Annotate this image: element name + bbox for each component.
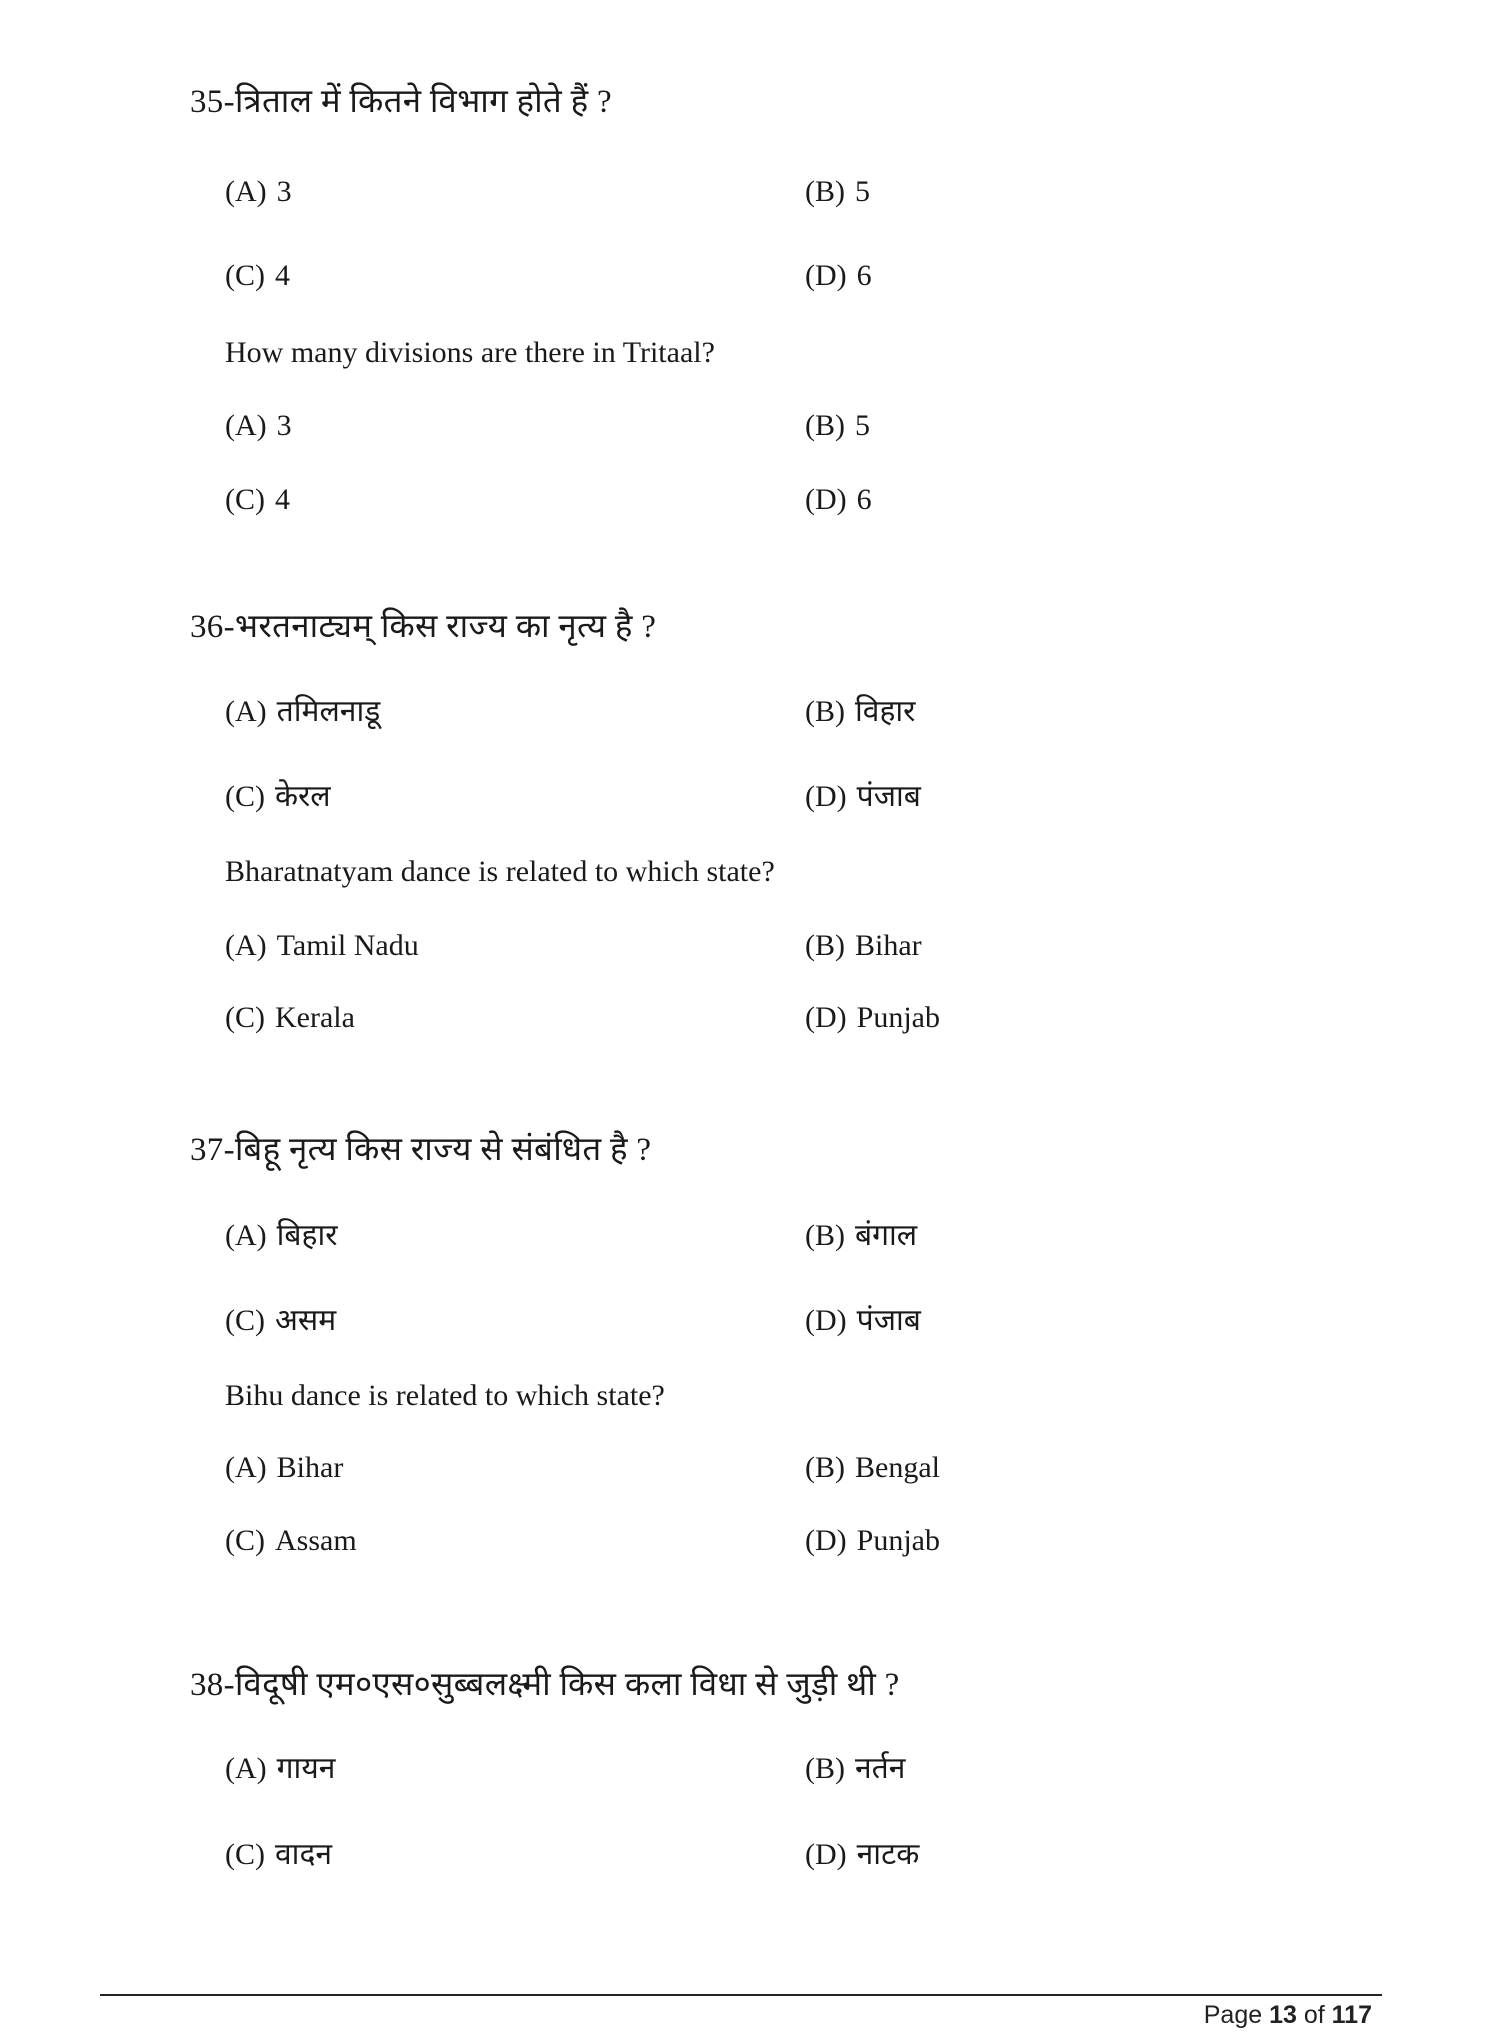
option-b <box>805 406 870 446</box>
option-b <box>805 1216 917 1256</box>
option-key: (D) <box>805 483 847 516</box>
question-35 <box>190 82 1390 520</box>
option-b <box>805 1448 940 1488</box>
option-key: (B) <box>805 929 845 962</box>
option-key: (B) <box>805 1752 845 1785</box>
option-row <box>190 1448 1390 1488</box>
option-d <box>805 256 872 296</box>
option-text: असम <box>275 1304 337 1337</box>
option-c <box>225 256 290 296</box>
option-c <box>225 1301 336 1341</box>
option-key: (D) <box>805 259 847 292</box>
option-text: नाटक <box>856 1838 920 1871</box>
option-key: (C) <box>225 1838 265 1871</box>
option-b <box>805 1749 905 1789</box>
question-hindi: 37-बिहू नृत्य किस राज्य से संबंधित है ? <box>190 1132 652 1168</box>
option-c <box>225 1521 357 1561</box>
option-key: (D) <box>805 1001 847 1034</box>
page-total: 117 <box>1331 2001 1372 2029</box>
question-english: Bihu dance is related to which state? <box>225 1379 665 1412</box>
option-b <box>805 172 870 212</box>
footer-divider <box>100 1994 1382 1996</box>
option-key: (A) <box>225 1752 267 1785</box>
option-d <box>805 480 872 520</box>
question-hindi: 35-त्रिताल में कितने विभाग होते हैं ? <box>190 84 612 120</box>
option-text: Punjab <box>856 1524 940 1557</box>
option-key: (C) <box>225 259 265 292</box>
option-row <box>190 406 1390 446</box>
option-text: 4 <box>275 259 290 292</box>
page-of: of <box>1303 2001 1325 2029</box>
option-a <box>225 926 419 966</box>
option-text: नर्तन <box>855 1752 906 1785</box>
option-a <box>225 172 292 212</box>
option-text: Tamil Nadu <box>276 929 419 962</box>
option-text: Bihar <box>855 929 922 962</box>
option-a <box>225 1749 335 1789</box>
option-key: (D) <box>805 1304 847 1337</box>
option-row <box>190 1521 1390 1561</box>
option-a <box>225 1448 343 1488</box>
option-key: (C) <box>225 1524 265 1557</box>
option-a <box>225 692 380 732</box>
option-row <box>190 777 1390 817</box>
option-row <box>190 480 1390 520</box>
option-d <box>805 1835 919 1875</box>
option-key: (B) <box>805 1451 845 1484</box>
option-d <box>805 1301 921 1341</box>
option-key: (B) <box>805 409 845 442</box>
option-key: (A) <box>225 409 267 442</box>
option-text: बंगाल <box>855 1219 918 1252</box>
option-key: (A) <box>225 695 267 728</box>
option-row <box>190 256 1390 296</box>
question-38 <box>190 1665 1390 1875</box>
question-hindi: 36-भरतनाट्यम् किस राज्य का नृत्य है ? <box>190 609 657 645</box>
option-text: Bihar <box>276 1451 344 1484</box>
option-key: (A) <box>225 1219 267 1252</box>
option-text: 5 <box>855 175 870 208</box>
option-d <box>805 777 921 817</box>
option-text: Bengal <box>855 1451 940 1484</box>
option-text: तमिलनाडू <box>276 695 381 728</box>
question-hindi: 38-विदूषी एम०एस०सुब्बलक्ष्मी किस कला विधा से जुड़ी थी ? <box>190 1667 900 1703</box>
page-prefix: Page <box>1203 2001 1263 2029</box>
option-text: 5 <box>855 409 870 442</box>
page-number <box>1204 2000 1372 2030</box>
option-key: (B) <box>805 1219 845 1252</box>
option-row <box>190 926 1390 966</box>
option-text: 6 <box>856 483 872 516</box>
option-text: 6 <box>856 259 872 292</box>
option-key: (D) <box>805 1838 847 1871</box>
option-row <box>190 1301 1390 1341</box>
option-text: 3 <box>276 409 292 442</box>
option-key: (B) <box>805 175 845 208</box>
option-a <box>225 1216 338 1256</box>
option-d <box>805 1521 940 1561</box>
option-text: वादन <box>275 1838 333 1871</box>
option-text: पंजाब <box>856 780 921 813</box>
option-key: (D) <box>805 780 847 813</box>
option-key: (C) <box>225 1001 265 1034</box>
option-text: Assam <box>275 1524 357 1557</box>
option-b <box>805 926 922 966</box>
option-c <box>225 998 355 1038</box>
option-row <box>190 692 1390 732</box>
option-text: केरल <box>275 780 331 813</box>
option-c <box>225 1835 332 1875</box>
option-key: (A) <box>225 175 267 208</box>
option-c <box>225 480 290 520</box>
option-text: Punjab <box>856 1001 940 1034</box>
option-key: (D) <box>805 1524 847 1557</box>
option-row <box>190 1835 1390 1875</box>
option-row <box>190 1749 1390 1789</box>
option-text: पंजाब <box>856 1304 921 1337</box>
option-key: (A) <box>225 929 267 962</box>
option-a <box>225 406 292 446</box>
option-key: (B) <box>805 695 845 728</box>
option-text: Kerala <box>275 1001 355 1034</box>
question-37 <box>190 1130 1390 1561</box>
option-text: विहार <box>855 695 916 728</box>
page-current: 13 <box>1269 2001 1297 2029</box>
option-text: 3 <box>276 175 292 208</box>
option-row <box>190 998 1390 1038</box>
option-text: 4 <box>275 483 290 516</box>
option-c <box>225 777 331 817</box>
option-key: (A) <box>225 1451 267 1484</box>
option-row <box>190 1216 1390 1256</box>
option-row <box>190 172 1390 212</box>
question-english: Bharatnatyam dance is related to which state? <box>225 855 775 888</box>
option-key: (C) <box>225 483 265 516</box>
option-text: गायन <box>276 1752 336 1785</box>
option-b <box>805 692 915 732</box>
option-text: बिहार <box>276 1219 338 1252</box>
option-key: (C) <box>225 1304 265 1337</box>
option-key: (C) <box>225 780 265 813</box>
question-english: How many divisions are there in Tritaal? <box>225 336 715 369</box>
option-d <box>805 998 940 1038</box>
question-36 <box>190 607 1390 1038</box>
